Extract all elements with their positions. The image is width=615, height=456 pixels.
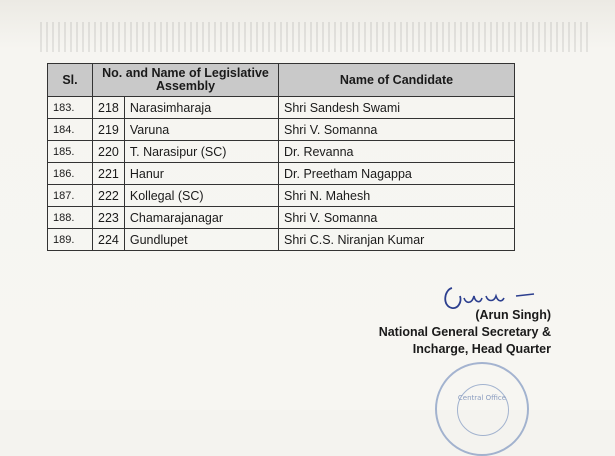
cell-number: 223 — [93, 207, 125, 229]
table-row — [48, 97, 515, 119]
cell-sl: 186. — [48, 163, 93, 185]
cell-number: 220 — [93, 141, 125, 163]
cell-candidate: Shri V. Somanna — [279, 119, 515, 141]
cell-assembly: Gundlupet — [124, 229, 278, 251]
table-row — [48, 163, 515, 185]
cell-candidate: Dr. Preetham Nagappa — [279, 163, 515, 185]
table-row — [48, 185, 515, 207]
table-row — [48, 119, 515, 141]
cell-assembly: Varuna — [124, 119, 278, 141]
header-sl: Sl. — [48, 64, 93, 97]
cell-assembly: Kollegal (SC) — [124, 185, 278, 207]
cell-assembly: T. Narasipur (SC) — [124, 141, 278, 163]
table-header-row — [48, 64, 515, 97]
table-row — [48, 229, 515, 251]
cell-number: 224 — [93, 229, 125, 251]
signatory-name: (Arun Singh) — [475, 308, 551, 322]
cell-sl: 184. — [48, 119, 93, 141]
seal-inner-ring — [457, 384, 509, 436]
party-seal — [435, 362, 529, 456]
cell-candidate: Dr. Revanna — [279, 141, 515, 163]
cell-number: 222 — [93, 185, 125, 207]
cell-candidate: Shri C.S. Niranjan Kumar — [279, 229, 515, 251]
seal-text: Central Office — [457, 394, 507, 402]
show-through-text — [40, 22, 590, 52]
cell-sl: 187. — [48, 185, 93, 207]
cell-candidate: Shri N. Mahesh — [279, 185, 515, 207]
table-row — [48, 207, 515, 229]
cell-sl: 189. — [48, 229, 93, 251]
cell-sl: 185. — [48, 141, 93, 163]
header-candidate: Name of Candidate — [279, 64, 515, 97]
cell-candidate: Shri V. Somanna — [279, 207, 515, 229]
cell-number: 221 — [93, 163, 125, 185]
cell-assembly: Chamarajanagar — [124, 207, 278, 229]
signatory-title-line1: National General Secretary & — [378, 325, 551, 339]
signatory-title-line2: Incharge, Head Quarter — [412, 342, 551, 356]
signatory-block — [379, 307, 551, 358]
cell-assembly: Narasimharaja — [124, 97, 278, 119]
candidates-table — [47, 63, 515, 251]
cell-number: 219 — [93, 119, 125, 141]
cell-assembly: Hanur — [124, 163, 278, 185]
cell-number: 218 — [93, 97, 125, 119]
header-assembly: No. and Name of Legislative Assembly — [93, 64, 279, 97]
table-row — [48, 141, 515, 163]
cell-sl: 183. — [48, 97, 93, 119]
cell-sl: 188. — [48, 207, 93, 229]
cell-candidate: Shri Sandesh Swami — [279, 97, 515, 119]
